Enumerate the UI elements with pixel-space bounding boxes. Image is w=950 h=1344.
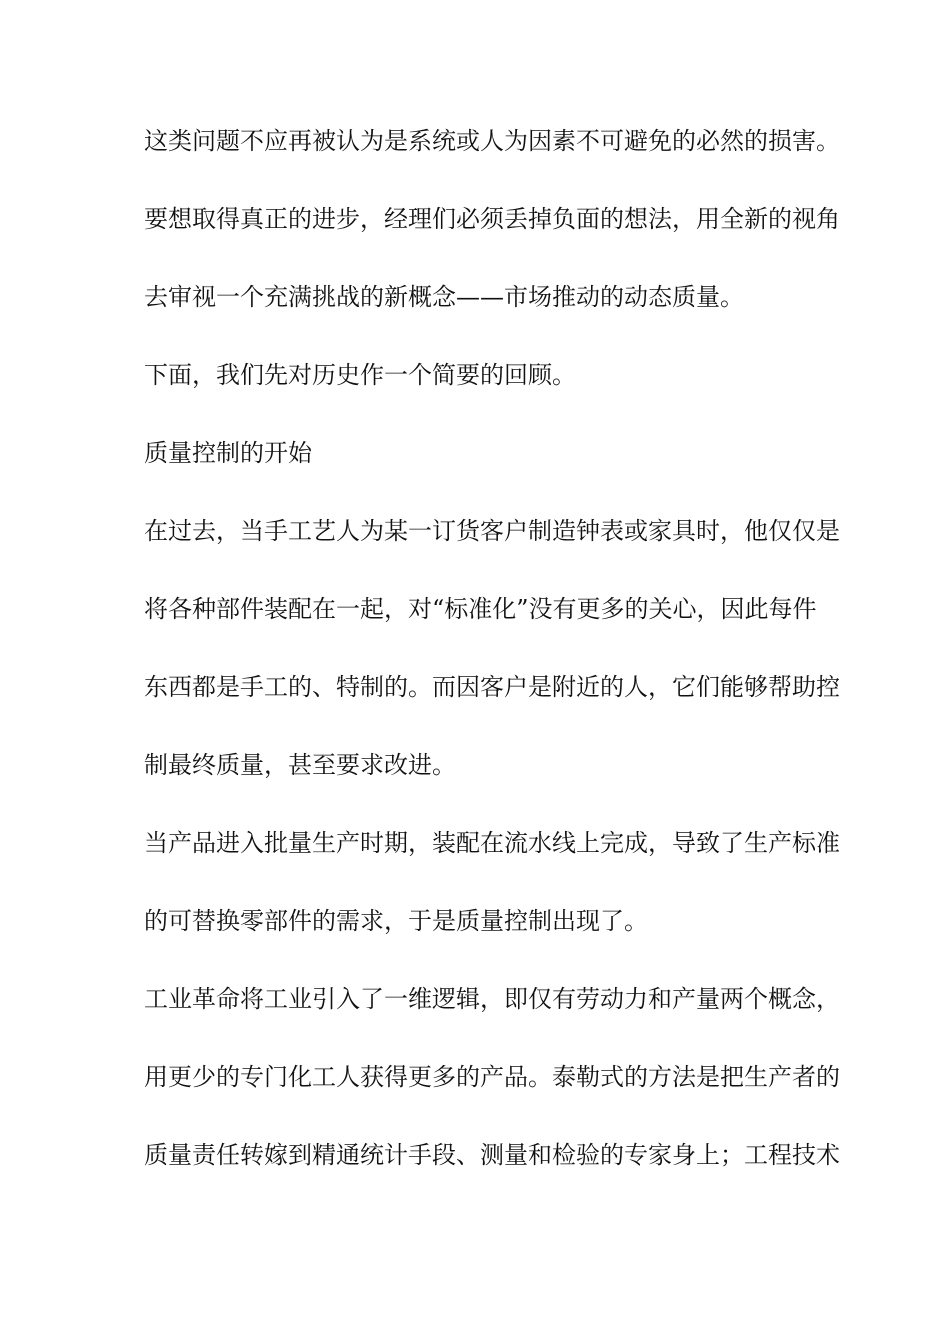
text-line: 在过去，当手工艺人为某一订货客户制造钟表或家具时，他仅仅是 — [144, 517, 840, 545]
text-line: 将各种部件装配在一起，对“标准化”没有更多的关心，因此每件 — [144, 595, 817, 623]
document-body — [144, 127, 840, 1220]
text-line: 当产品进入批量生产时期，装配在流水线上完成，导致了生产标准 — [144, 829, 840, 857]
text-line: 的可替换零部件的需求，于是质量控制出现了。 — [144, 907, 648, 935]
text-line: 工业革命将工业引入了一维逻辑，即仅有劳动力和产量两个概念， — [144, 985, 840, 1013]
section-heading: 质量控制的开始 — [144, 439, 312, 467]
text-line: 制最终质量，甚至要求改进。 — [144, 751, 456, 779]
text-line: 用更少的专门化工人获得更多的产品。泰勒式的方法是把生产者的 — [144, 1063, 840, 1091]
text-line: 下面，我们先对历史作一个简要的回顾。 — [144, 361, 576, 389]
text-line: 这类问题不应再被认为是系统或人为因素不可避免的必然的损害。 — [144, 127, 840, 155]
text-line: 去审视一个充满挑战的新概念——市场推动的动态质量。 — [144, 283, 744, 311]
text-line: 要想取得真正的进步，经理们必须丢掉负面的想法，用全新的视角 — [144, 205, 840, 233]
text-line: 东西都是手工的、特制的。而因客户是附近的人，它们能够帮助控 — [144, 673, 840, 701]
text-line: 质量责任转嫁到精通统计手段、测量和检验的专家身上；工程技术 — [144, 1141, 840, 1169]
